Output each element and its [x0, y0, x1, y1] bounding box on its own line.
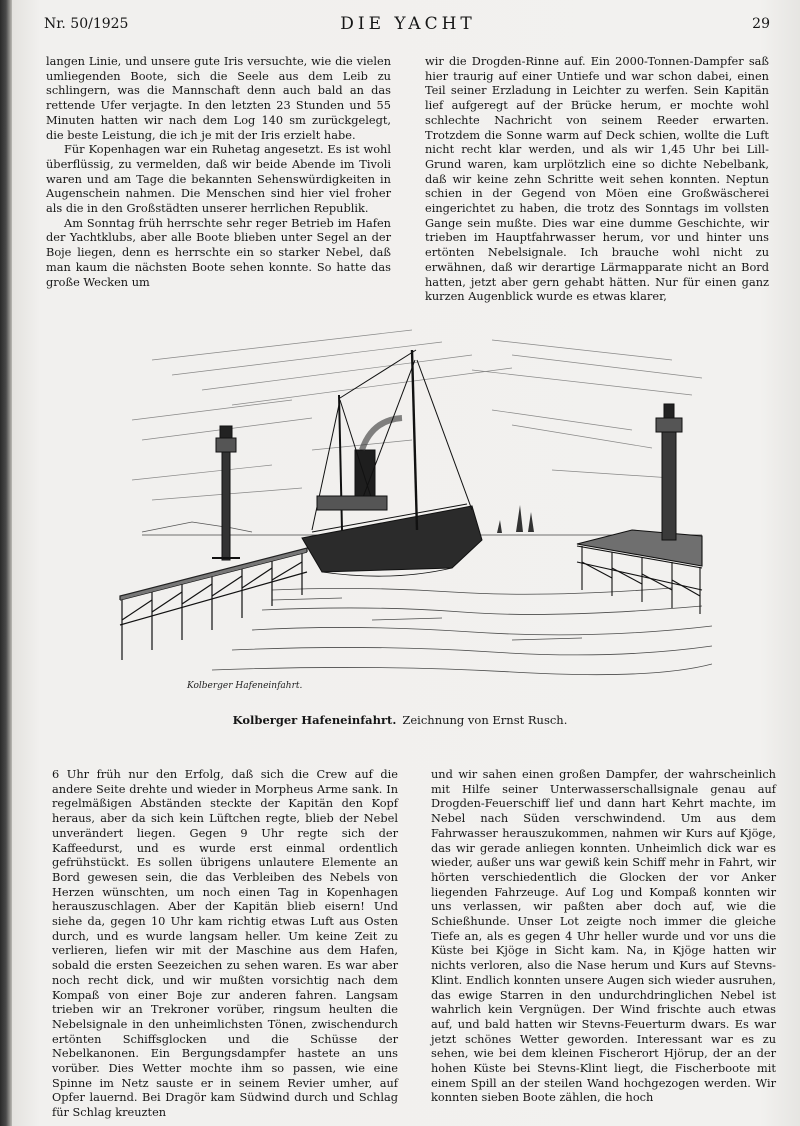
right-lighthouse	[656, 404, 682, 540]
issue-number: Nr. 50/1925	[44, 16, 129, 32]
magazine-title: DIE YACHT	[340, 14, 476, 34]
column-top-left	[46, 54, 391, 289]
page-number: 29	[752, 16, 770, 32]
illustration-caption	[0, 713, 800, 727]
distant-sailboats	[497, 505, 534, 533]
sky-hatching	[132, 330, 702, 500]
right-pier	[577, 530, 702, 614]
caption-title: Kolberger Hafeneinfahrt.	[232, 713, 397, 727]
left-pier	[120, 548, 307, 660]
paragraph: langen Linie, und unsere gute Iris versuchte, wie die vielen umliegenden Boote, sich die Seele aus dem Leib zu schlingern, was die Mannschaft denn auch bald an das rettende Ufer verjagte. In den letzten 23 Stunden und 55 Minuten hatten wir nach dem Log 140 sm zurückgelegt, die beste Leistung, die ich je mit der Iris erzielt habe.	[46, 54, 391, 142]
paragraph: Am Sonntag früh herrschte sehr reger Betrieb im Hafen der Yachtklubs, aber alle Boote blieben unter Segel an der Boje liegen, denn es herrschte ein so starker Nebel, daß man kaum die nächsten Boote sehen konnte. So hatte das große Wecken um	[46, 215, 391, 289]
paragraph: 6 Uhr früh nur den Erfolg, daß sich die Crew auf die andere Seite drehte und wieder in Morpheus Arme sank. In regelmäßigen Abständen steckte der Kapitän den Kopf heraus, aber da sich kein Lüftchen regte, blieb der Nebel unverändert liegen. Gegen 9 Uhr regte sich der Kaffeedurst, und es wurde erst einmal ordentlich gefrühstückt. Es sollen übrigens unlautere Elemente an Bord gewesen sein, die das Verbleiben des Nebels von Herzen wünschten, um noch einen Tag in Kopenhagen herauszuschlagen. Aber der Kapitän blieb eisern! Und siehe da, gegen 10 Uhr kam richtig etwas Luft aus Osten durch, und es wurde langsam heller. Um keine Zeit zu verlieren, liefen wir mit der Maschine aus dem Hafen, sobald die ersten Seezeichen zu sehen waren. Es war aber noch recht dick, und wir mußten vorsichtig nach dem Kompaß von einer Boje zur anderen fahren. Langsam trieben wir an Trekroner vorüber, ringsum heulten die Nebelsignale in den unheimlichsten Tönen, zwischendurch ertönten Schiffsglocken und die Schüsse der Nebelkanonen. Ein Bergungsdampfer hastete an uns vorüber. Dies Wetter mochte ihm so passen, wie eine Spinne im Netz sauste er in seinem Revier umher, auf Opfer lauernd. Bei Dragör kam Südwind durch und Schlag für Schlag kreuzten	[52, 767, 398, 1120]
water-ripples	[212, 588, 712, 675]
caption-credit: Zeichnung von Ernst Rusch.	[402, 713, 568, 727]
column-top-right	[425, 54, 769, 304]
column-bottom-right	[431, 767, 776, 1105]
artist-signature: Kolberger Hafeneinfahrt.	[187, 681, 303, 691]
paragraph: Für Kopenhagen war ein Ruhetag angesetzt. Es ist wohl überflüssig, zu vermelden, daß wir beide Abende im Tivoli waren und am Tage die bekannten Sehenswürdigkeiten in Augenschein nahmen. Die Menschen sind hier viel froher als die in den Großstädten unserer herrlichen Republik.	[46, 142, 391, 216]
harbour-entrance-illustration	[112, 300, 712, 700]
column-bottom-left	[52, 767, 398, 1120]
page-header	[44, 14, 772, 40]
paragraph: und wir sahen einen großen Dampfer, der wahrscheinlich mit Hilfe seiner Unterwasserschallsignale genau auf Drogden-Feuerschiff lief und dann hart Kehrt machte, im Nebel nach Süden verschwindend. Um aus dem Fahrwasser herauszukommen, nahmen wir Kurs auf Kjöge, das wir gerade anliegen konnten. Unheimlich dick war es wieder, außer uns war gewiß kein Schiff mehr in Fahrt, wir hörten verschiedentlich die Glocken der vor Anker liegenden Fahrzeuge. Auf Log und Kompaß konnten wir uns verlassen, wir paßten aber doch auf, wie die Schießhunde. Unser Lot zeigte noch immer die gleiche Tiefe an, als es gegen 4 Uhr heller wurde und vor uns die Küste bei Kjöge in Sicht kam. Na, in Kjöge hatten wir nichts verloren, also die Nase herum und Kurs auf Stevns-Klint. Endlich konnten unsere Augen sich wieder ausruhen, das ewige Starren in den undurchdringlichen Nebel ist wahrlich kein Vergnügen. Der Wind frischte auch etwas auf, und bald hatten wir Stevns-Feuerturm dwars. Es war jetzt schönes Wetter geworden. Interessant war es zu sehen, wie bei dem kleinen Fischerort Hjörup, der an der hohen Küste bei Stevns-Klint liegt, die Fischerboote mit einem Spill an der steilen Wand hochgezogen werden. Wir konnten sieben Boote zählen, die hoch	[431, 767, 776, 1105]
book-spine-shadow	[0, 0, 12, 1126]
paragraph: wir die Drogden-Rinne auf. Ein 2000-Tonnen-Dampfer saß hier traurig auf einer Untiefe und war schon dabei, einen Teil seiner Erzladung in Leichter zu werfen. Sein Kapitän lief aufgeregt auf der Brücke herum, er mochte wohl schlechte Nachricht von seinem Reeder erwarten. Trotzdem die Sonne warm auf Deck schien, wollte die Luft nicht recht klar werden, und als wir 1,45 Uhr bei Lill-Grund waren, kam urplötzlich eine so dichte Nebelbank, daß wir keine zehn Schritte weit sehen konnten. Neptun schien in der Gegend von Möen eine Großwäscherei eingerichtet zu haben, die trotz des Sonntags im vollsten Gange sein mußte. Dies war eine dumme Geschichte, wir trieben im Hauptfahrwasser herum, vor und hinter uns ertönten Nebelsignale. Ich brauche wohl nicht zu erwähnen, daß wir derartige Lärmapparate nicht an Bord hatten, jetzt aber gern gehabt hätten. Nur für einen ganz kurzen Augenblick wurde es etwas klarer,	[425, 54, 769, 304]
